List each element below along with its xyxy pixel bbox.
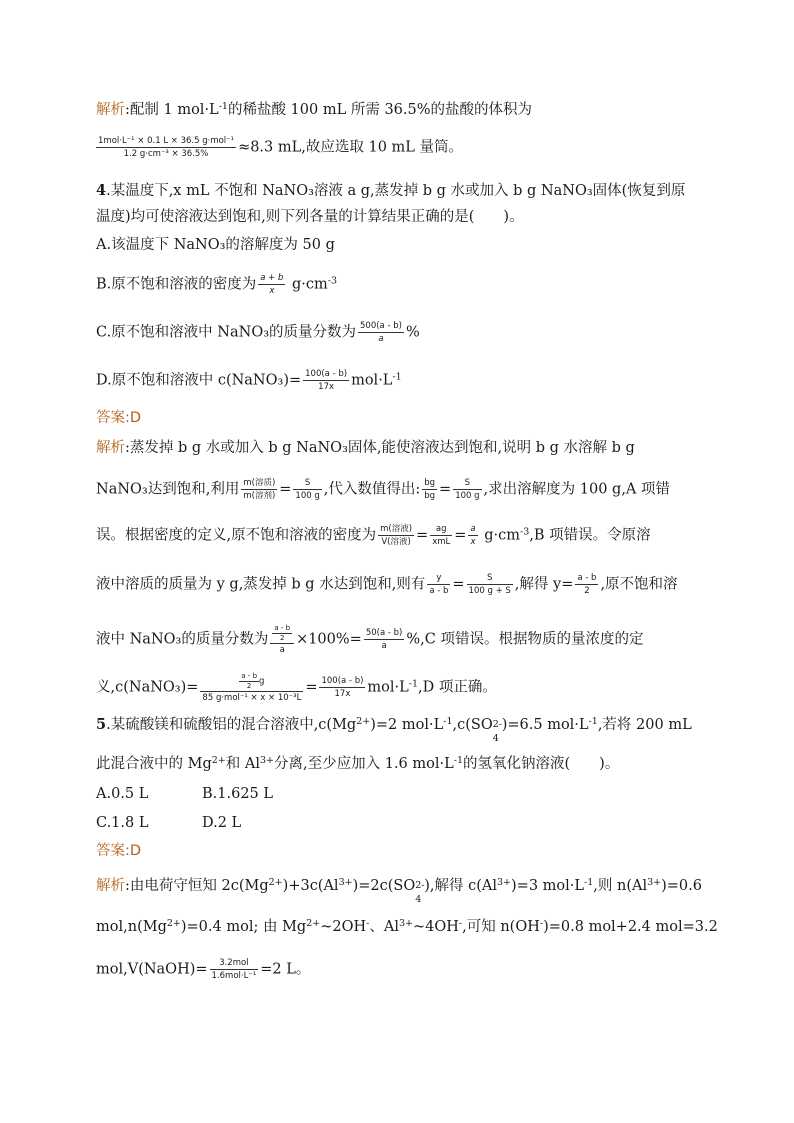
q4-option-a: A.该温度下 NaNO₃的溶解度为 50 g	[96, 237, 335, 253]
q4-option-b: B.原不饱和溶液的密度为 $\frac{a + b}{x}$ $g\cdot cm^{-3}$	[96, 273, 338, 296]
q5-analysis-line-1: 解析:由电荷守恒知 $2c(Mg^{2+})+3c(Al^{3+})=2c(SO$ 2- 4 ),解得 $c(Al^{3+})=3$ $mol\cdot L^{-1}$,则 $n(Al^{3+})=0.6$	[96, 877, 702, 905]
q4-analysis-line-4: 液中溶质的质量为 y g,蒸发掉 b g 水达到饱和,则有 $\frac{y}{a - b}$ = $\frac{S}{100 g + S}$ ,解得 y= $\frac{a - b}{2}$ ,原不饱和溶	[96, 573, 678, 596]
q4-option-d: D.原不饱和溶液中 c(NaNO₃)= $\frac{100(a - b)}{17x}$ $mol\cdot L^{-1}$	[96, 369, 402, 392]
q4-stem-line-2: 温度)均可使溶液达到饱和,则下列各量的计算结果正确的是( )。	[96, 209, 524, 225]
q4-analysis-line-5: 液中 NaNO₃的质量分数为 $\frac{\frac{a - b}{2}}{a}$ ×100%= $\frac{50(a - b)}{a}$ %,C 项错误。根据物质的量浓度的定	[96, 624, 644, 655]
q4-analysis-line-3: 误。根据密度的定义,原不饱和溶液的密度为 $\frac{\text{m(溶液)}}{\text{V(溶液)}}$ = $\frac{ag}{\text{xmL}}$ = $\frac{a}{x}$ $g\cdot cm^{-3},B$ 项错误。令原溶	[96, 524, 651, 547]
prev-analysis-line-2: $\frac{\text{1mol·L⁻¹ × 0.1 L × 36.5 g·mol⁻¹}}{\text{1.2 g·cm⁻³ × 36.5\%}}$ ≈8.3 mL,故应选取 10 mL 量筒。	[98, 136, 464, 159]
q4-stem-line-1: 4.某温度下,x mL 不饱和 NaNO₃溶液 a g,蒸发掉 b g 水或加入 b g NaNO₃固体(恢复到原	[96, 182, 686, 199]
q5-stem-line-1: 5.某硫酸镁和硫酸铝的混合溶液中$,c(Mg^{2+})=2$ $mol\cdot L^{-1},c(SO$ 2- 4 )=6.5 $mol\cdot L^{-1}$,若将 200 mL	[96, 716, 692, 744]
analysis-label: 解析	[96, 102, 125, 118]
q5-options-row-1: A.0.5 L B.1.625 L	[96, 786, 274, 802]
q5-answer: 答案:D	[96, 843, 142, 859]
q5-number: 5	[96, 716, 107, 733]
q5-analysis-line-3: mol,V(NaOH)= $\frac{\text{3.2mol}}{\text{1.6mol·L⁻¹}}$ =2 L。	[96, 958, 311, 981]
q5-options-row-2: C.1.8 L D.2 L	[96, 815, 242, 831]
q4-answer: 答案:D	[96, 410, 142, 426]
q5-analysis-line-2: $mol,n(Mg^{2+})=0.4$ mol; 由 $Mg^{2+}\sim 2OH^-$、$Al^{3+}\sim 4OH^-$,可知 n(OH-)=0.8 mol+2.4 mol=3.2	[96, 918, 718, 935]
q4-number: 4	[96, 182, 107, 199]
q4-option-c: C.原不饱和溶液中 NaNO₃的质量分数为 $\frac{500(a - b)}{a}$ %	[96, 321, 420, 344]
q4-analysis-line-6: 义,c(NaNO₃)= $\frac{a - b}{2}$ g 85 g·mol⁻¹ × x × 10⁻³L = $\frac{100(a - b)}{17x}$ $mol\cdot L^{-1},D$ 项正确。	[96, 672, 497, 703]
q4-analysis-line-2: NaNO₃达到饱和,利用 $\frac{\text{m(溶质)}}{\text{m(溶剂)}}$ = $\frac{S}{100 g}$ ,代入数值得出: $\frac{bg}{bg}$ = $\frac{S}{100 g}$ ,求出溶解度为 100 g,A 项错	[96, 478, 671, 501]
q4-analysis-line-1: 解析:蒸发掉 b g 水或加入 b g NaNO₃固体,能使溶液达到饱和,说明 b g 水溶解 b g	[96, 440, 635, 456]
prev-analysis-line-1: 解析:配制 1 $mol\cdot L^{-1}$的稀盐酸 100 mL 所需 36.5%的盐酸的体积为	[96, 101, 533, 118]
q5-stem-line-2: 此混合液中的 $Mg^{2+}$和 $Al^{3+}$分离,至少应加入 1.6 $mol\cdot L^{-1}$的氢氧化钠溶液( )。	[96, 755, 620, 772]
